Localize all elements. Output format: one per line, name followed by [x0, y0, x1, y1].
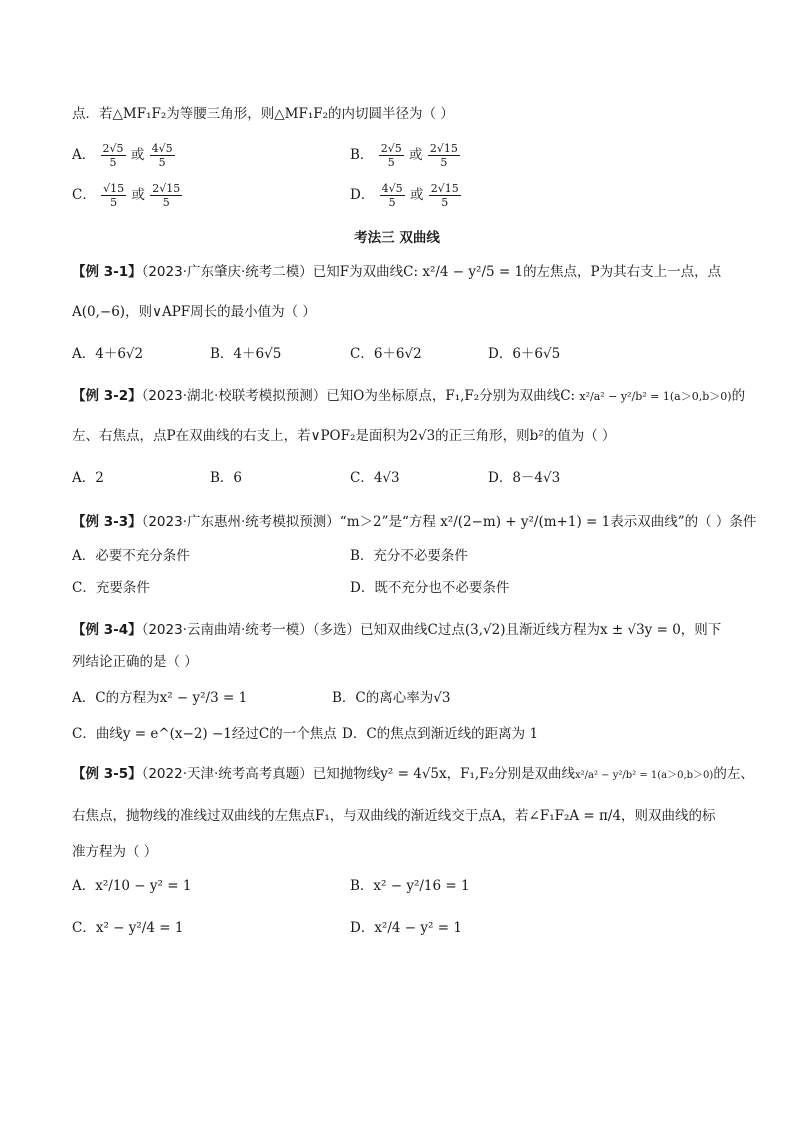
q2-option-a[interactable]: A．2 [72, 470, 104, 486]
q2-option-b[interactable]: B．6 [210, 470, 243, 486]
q0-option-c[interactable]: C． $\frac{√15}{5}$ 或 $\frac{2√15}{5}$ [72, 182, 181, 209]
q3-source: （2023·广东惠州·统考模拟预测） [141, 514, 340, 530]
q5-option-c[interactable]: C．x² − y²/4 = 1 [72, 920, 184, 936]
q5-tag: 【例 3-5】 [72, 766, 142, 782]
q0-option-b[interactable]: B． $\frac{2√5}{5}$ 或 $\frac{2√15}{5}$ [350, 142, 458, 169]
q0-option-a[interactable]: A． $\frac{2√5}{5}$ 或 $\frac{4√5}{5}$ [72, 142, 173, 169]
q2-option-d[interactable]: D．8－4√3 [488, 470, 561, 486]
q1-option-a[interactable]: A．4＋6√2 [72, 346, 144, 362]
q4-option-b[interactable]: B．C的离心率为√3 [332, 690, 451, 706]
q1-option-b[interactable]: B．4＋6√5 [210, 346, 282, 362]
q4-option-a[interactable]: A．C的方程为x² − y²/3 = 1 [72, 690, 248, 706]
q2-option-c[interactable]: C．4√3 [350, 470, 400, 486]
q5-stem-line3: 准方程为（ ） [72, 844, 158, 860]
q5-option-d[interactable]: D．x²/4 − y² = 1 [350, 920, 462, 936]
q4-option-c[interactable]: C．曲线y = e^(x−2) −1经过C的一个焦点 [72, 726, 337, 742]
q2-stem-line2: 左、右焦点，点P在双曲线的右支上，若∨POF₂是面积为2√3的正三角形，则b²的值为（ ） [72, 428, 616, 444]
q3-option-d[interactable]: D．既不充分也不必要条件 [350, 580, 510, 596]
q5-option-a[interactable]: A．x²/10 − y² = 1 [72, 878, 192, 894]
q2-source: （2023·湖北·校联考模拟预测） [141, 388, 327, 404]
q3-tag: 【例 3-3】 [72, 514, 142, 530]
q2-tag: 【例 3-2】 [72, 388, 142, 404]
section-title: 考法三 双曲线 [354, 230, 440, 246]
q4-tag: 【例 3-4】 [72, 622, 142, 638]
q5-equation: x²/a² − y²/b² = 1(a＞0,b＞0) [574, 770, 714, 781]
intro-line: 点．若△MF₁F₂为等腰三角形，则△MF₁F₂的内切圆半径为（ ） [72, 106, 454, 122]
q5-source: （2022·天津·统考高考真题） [141, 766, 313, 782]
q3-option-a[interactable]: A．必要不充分条件 [72, 548, 190, 564]
q0-option-d[interactable]: D． $\frac{4√5}{5}$ 或 $\frac{2√15}{5}$ [350, 182, 459, 209]
q5-stem-line2: 右焦点，抛物线的准线过双曲线的左焦点F₁，与双曲线的渐近线交于点A，若∠F₁F₂A = π/4，则双曲线的标 [72, 808, 716, 824]
q4-stem-line2: 列结论正确的是（ ） [72, 654, 198, 670]
q1-equation: x²/4 − y²/5 = 1 [422, 264, 524, 280]
q3-equation: x²/(2−m) + y²/(m+1) = 1 [440, 514, 611, 530]
q3-option-b[interactable]: B．充分不必要条件 [350, 548, 468, 564]
q4-stem: 【例 3-4】（2023·云南曲靖·统考一模）（多选）已知双曲线C过点(3,√2)且渐近线方程为x ± √3y = 0，则下 [72, 622, 722, 638]
q1-tag: 【例 3-1】 [72, 264, 142, 280]
q2-stem: 【例 3-2】（2023·湖北·校联考模拟预测）已知O为坐标原点，F₁,F₂分别为双曲线C: x²/a² − y²/b² = 1(a＞0,b＞0)的 [72, 388, 746, 404]
q1-stem: 【例 3-1】（2023·广东肇庆·统考二模）已知F为双曲线C: x²/4 − y²/5 = 1的左焦点，P为其右支上一点，点 [72, 264, 722, 280]
q2-equation: x²/a² − y²/b² = 1(a＞0,b＞0) [579, 390, 732, 403]
q1-stem-line2: A(0,−6)，则∨APF周长的最小值为（ ） [72, 304, 316, 320]
q1-option-c[interactable]: C．6＋6√2 [350, 346, 422, 362]
q1-source: （2023·广东肇庆·统考二模） [141, 264, 313, 280]
q3-option-c[interactable]: C．充要条件 [72, 580, 150, 596]
q4-source: （2023·云南曲靖·统考一模） [141, 622, 313, 638]
q3-stem: 【例 3-3】（2023·广东惠州·统考模拟预测）“m＞2”是“方程 x²/(2−m) + y²/(m+1) = 1表示双曲线”的（ ）条件 [72, 514, 757, 530]
q5-stem: 【例 3-5】（2022·天津·统考高考真题）已知抛物线y² = 4√5x，F₁,F₂分别是双曲线x²/a² − y²/b² = 1(a＞0,b＞0)的左、 [72, 766, 754, 782]
q1-option-d[interactable]: D．6＋6√5 [488, 346, 561, 362]
q5-option-b[interactable]: B．x² − y²/16 = 1 [350, 878, 470, 894]
q4-option-d[interactable]: D．C的焦点到渐近线的距离为 1 [342, 726, 539, 742]
